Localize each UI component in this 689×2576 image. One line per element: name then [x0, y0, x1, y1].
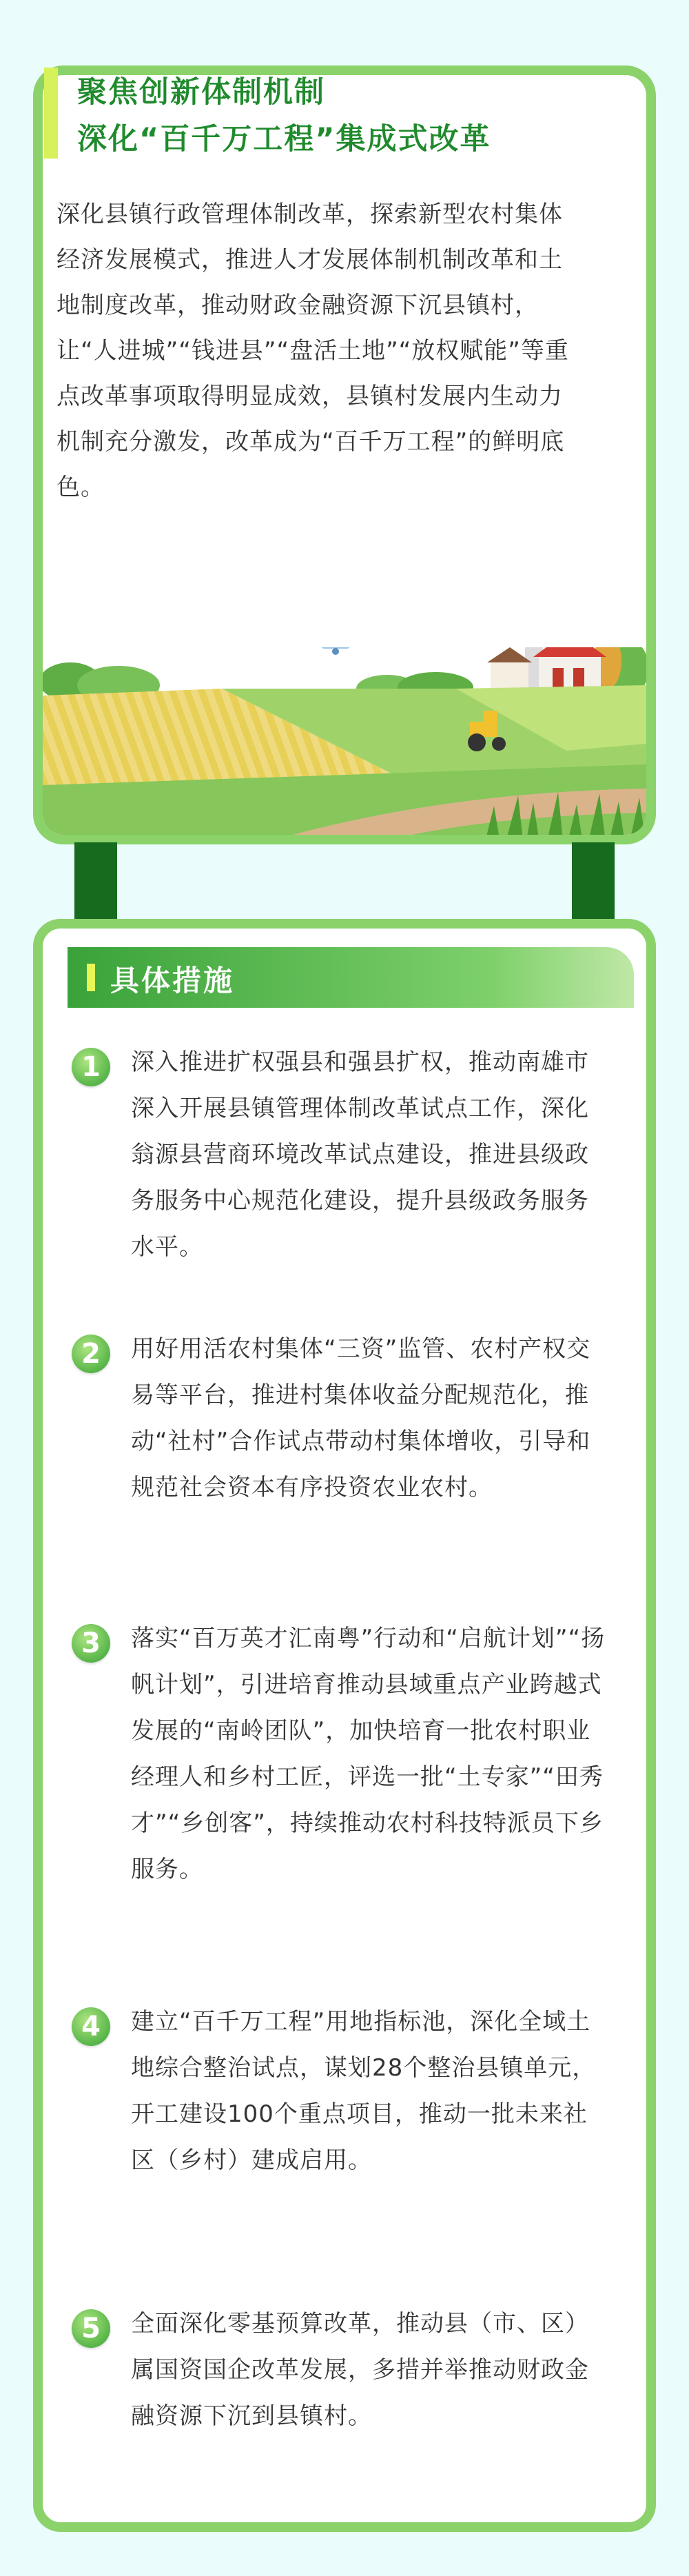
farm-houses: [487, 647, 606, 692]
title-accent-bar: [44, 68, 58, 159]
number-badge: 4: [72, 2007, 110, 2046]
measure-text: 全面深化零基预算改革，推动县（市、区）属国资国企改革发展，多措并举推动财政金融资源下沉到县镇村。: [131, 2310, 589, 2430]
measure-text: 用好用活农村集体“三资”监管、农村产权交易等平台，推进村集体收益分配规范化，推动“社村”合作试点带动村集体增收，引导和规范社会资本有序投资农业农村。: [131, 1335, 591, 1501]
measure-text: 建立“百千万工程”用地指标池，深化全域土地综合整治试点，谋划28个整治县镇单元，开工建设100个重点项目，推动一批未来社区（乡村）建成启用。: [131, 2008, 597, 2174]
measures-heading: [68, 947, 634, 1008]
farmland-illustration: [43, 647, 646, 844]
drone-icon: [322, 647, 349, 655]
heading-accent: [87, 964, 95, 991]
number-badge: 1: [72, 1048, 110, 1086]
intro-paragraph: 深化县镇行政管理体制改革，探索新型农村集体经济发展模式，推进人才发展体制机制改革和土地制度改革，推动财政金融资源下沉县镇村，让“人进城”“钱进县”“盘活土地”“放权赋能”等重点改革事项取得明显成效，县镇村发展内生动力机制充分激发，改革成为“百千万工程”的鲜明底色。: [56, 201, 569, 501]
page-subtitle: 深化“百千万工程”集成式改革: [77, 122, 491, 156]
measures-heading-label: 具体措施: [110, 964, 235, 997]
board-post-right: [572, 842, 615, 920]
number-badge: 2: [72, 1335, 110, 1373]
measure-text: 深入推进扩权强县和强县扩权，推动南雄市深入开展县镇管理体制改革试点工作，深化翁源县营商环境改革试点建设，推进县级政务服务中心规范化建设，提升县级政务服务水平。: [131, 1048, 589, 1261]
number-badge: 3: [72, 1624, 110, 1663]
board-post-left: [74, 842, 117, 920]
measure-text: 落实“百万英才汇南粤”行动和“启航计划”“扬帆计划”，引进培育推动县域重点产业跨越式发展的“南岭团队”，加快培育一批农村职业经理人和乡村工匠，评选一批“土专家”“田秀才”“乡创客”，持续推动农村科技特派员下乡服务。: [131, 1625, 606, 1883]
page-title: 聚焦创新体制机制: [77, 75, 325, 110]
number-badge: 5: [72, 2309, 110, 2348]
